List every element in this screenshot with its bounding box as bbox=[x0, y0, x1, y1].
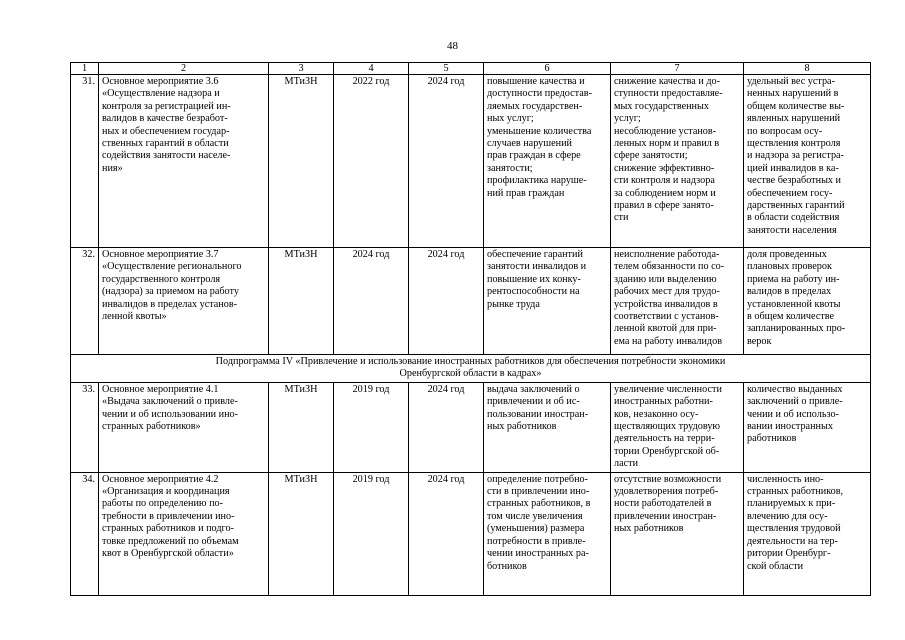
subprogram-title: Подпрограмма IV «Привлечение и использование иностранных работников для обеспечения потребности экономики Оренбургской области в кадрах» bbox=[71, 355, 871, 383]
subprogram-row bbox=[71, 355, 871, 383]
end-year: 2024 год bbox=[409, 248, 484, 355]
row-number: 34. bbox=[71, 472, 99, 595]
header-cell: 2 bbox=[99, 63, 269, 75]
start-year: 2019 год bbox=[334, 382, 409, 472]
header-cell: 7 bbox=[611, 63, 744, 75]
consequences: снижение качества и до- ступности предоставляе- мых государственных услуг; несоблюдение установ- ленных норм и правил в сфере занятости; снижение эффективно- сти контроля и надзора за соблюдением норм и правил в сфере занято- сти bbox=[611, 75, 744, 248]
end-year: 2024 год bbox=[409, 382, 484, 472]
header-cell: 4 bbox=[334, 63, 409, 75]
measure-name: Основное мероприятие 4.1 «Выдача заключений о привле- чении и об использовании ино- странных работников» bbox=[99, 382, 269, 472]
expected-result: повышение качества и доступности предостав- ляемых государствен- ных услуг; уменьшение количества случаев нарушений прав граждан в сфере занятости; профилактика наруше- ний прав граждан bbox=[484, 75, 611, 248]
expected-result: обеспечение гарантий занятости инвалидов и повышение их конку- рентоспособности на рынке труда bbox=[484, 248, 611, 355]
page-number: 48 bbox=[447, 40, 458, 52]
executor: МТиЗН bbox=[269, 472, 334, 595]
consequences: увеличение численности иностранных работни- ков, незаконно осу- ществляющих трудовую деятельность на терри- тории Оренбургской об- ласти bbox=[611, 382, 744, 472]
header-cell: 5 bbox=[409, 63, 484, 75]
table-row bbox=[71, 248, 871, 355]
header-cell: 3 bbox=[269, 63, 334, 75]
measures-table bbox=[70, 62, 871, 596]
expected-result: определение потребно- сти в привлечении ино- странных работников, в том числе увеличения (уменьшения) размера потребности в привле- чении иностранных ра- ботников bbox=[484, 472, 611, 595]
measure-name: Основное мероприятие 3.6 «Осуществление надзора и контроля за регистрацией ин- валидов в качестве безработ- ных и обеспечением государ- ственных гарантий в области содействия занятости населе- ния» bbox=[99, 75, 269, 248]
table-row bbox=[71, 75, 871, 248]
start-year: 2024 год bbox=[334, 248, 409, 355]
row-number: 31. bbox=[71, 75, 99, 248]
executor: МТиЗН bbox=[269, 75, 334, 248]
end-year: 2024 год bbox=[409, 75, 484, 248]
consequences: отсутствие возможности удовлетворения потреб- ности работодателей в привлечении иностран- ных работников bbox=[611, 472, 744, 595]
table-row bbox=[71, 382, 871, 472]
indicator: численность ино- странных работников, планируемых к при- влечению для осу- ществления трудовой деятельности на тер- ритории Оренбург- ской области bbox=[744, 472, 871, 595]
indicator: удельный вес устра- ненных нарушений в общем количестве вы- явленных нарушений по вопросам осу- ществления контроля и надзора за регистра- цией инвалидов в ка- честве безработных и обеспечением госу- дарственных гарантий в области содействия занятости населения bbox=[744, 75, 871, 248]
consequences: неисполнение работода- телем обязанности по со- зданию или выделению рабочих мест для трудо- устройства инвалидов в соответствии с установ- ленной квотой для при- ема на работу инвалидов bbox=[611, 248, 744, 355]
header-cell: 6 bbox=[484, 63, 611, 75]
start-year: 2019 год bbox=[334, 472, 409, 595]
indicator: количество выданных заключений о привле- чении и об использо- вании иностранных работников bbox=[744, 382, 871, 472]
measure-name: Основное мероприятие 3.7 «Осуществление регионального государственного контроля (надзора) за приемом на работу инвалидов в пределах установ- ленной квоты» bbox=[99, 248, 269, 355]
start-year: 2022 год bbox=[334, 75, 409, 248]
measure-name: Основное мероприятие 4.2 «Организация и координация работы по определению по- требности в привлечении ино- странных работников и подго- товке предложений по объемам квот в Оренбургской области» bbox=[99, 472, 269, 595]
row-number: 33. bbox=[71, 382, 99, 472]
executor: МТиЗН bbox=[269, 382, 334, 472]
executor: МТиЗН bbox=[269, 248, 334, 355]
header-cell: 1 bbox=[71, 63, 99, 75]
header-cell: 8 bbox=[744, 63, 871, 75]
expected-result: выдача заключений о привлечении и об ис- пользовании иностран- ных работников bbox=[484, 382, 611, 472]
header-row bbox=[71, 63, 871, 75]
row-number: 32. bbox=[71, 248, 99, 355]
table-row bbox=[71, 472, 871, 595]
end-year: 2024 год bbox=[409, 472, 484, 595]
indicator: доля проведенных плановых проверок приема на работу ин- валидов в пределах установленной квоты в общем количестве запланированных про- верок bbox=[744, 248, 871, 355]
